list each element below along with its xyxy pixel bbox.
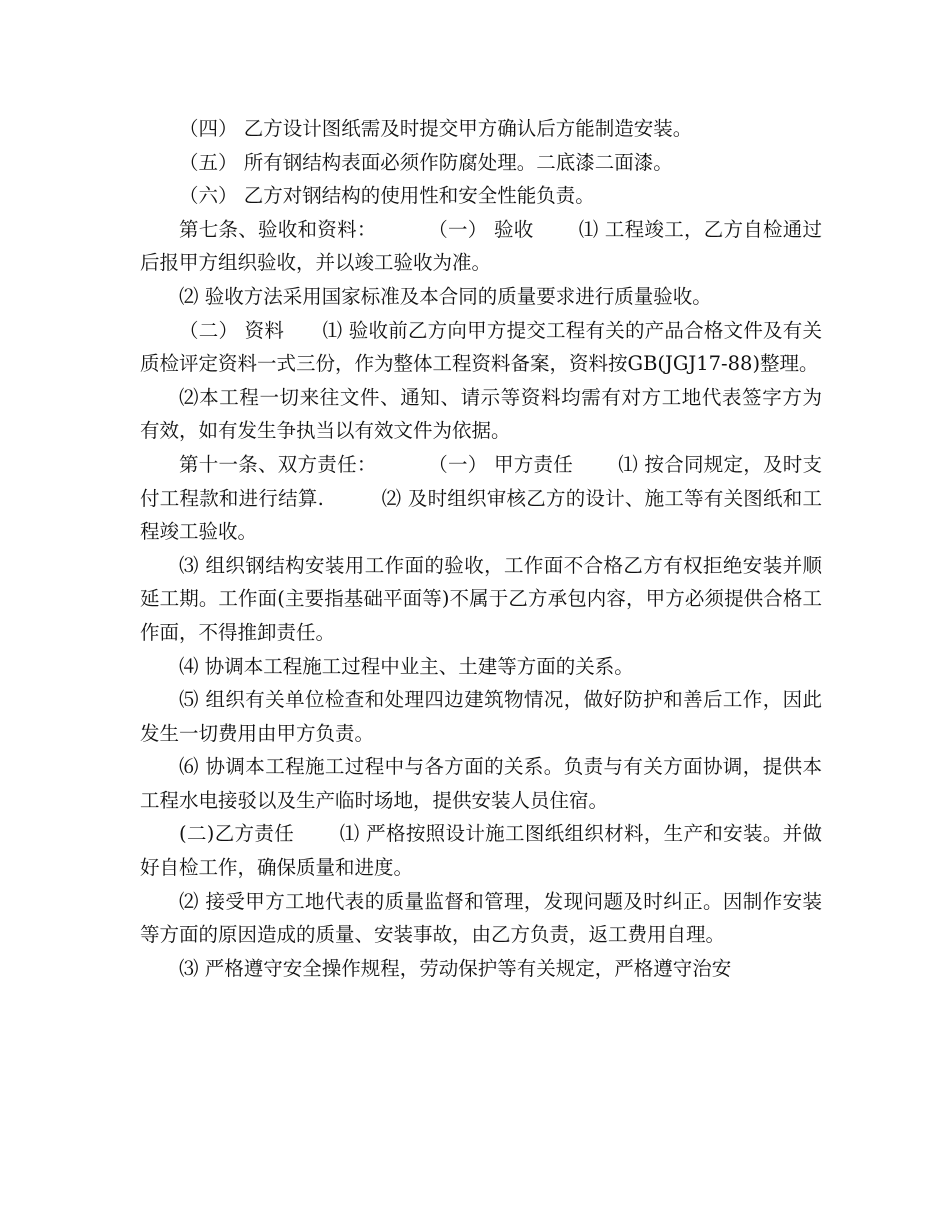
paragraph-article-11-responsibilities: 第十一条、双方责任： （一） 甲方责任 ⑴ 按合同规定，及时支付工程款和进行结算. ⑵ 及时组织审核乙方的设计、施工等有关图纸和工程竣工验收。 bbox=[140, 452, 822, 544]
paragraph-acceptance-method: ⑵ 验收方法采用国家标准及本合同的质量要求进行质量验收。 bbox=[179, 284, 712, 308]
paragraph-clause-6: （六） 乙方对钢结构的使用性和安全性能负责。 bbox=[179, 184, 595, 208]
paragraph-party-b-1: (二)乙方责任 ⑴ 严格按照设计施工图纸组织材料，生产和安装。并做好自检工作，确保质量和进度。 bbox=[140, 822, 822, 880]
document-body bbox=[140, 112, 822, 985]
paragraph-clause-4: （四） 乙方设计图纸需及时提交甲方确认后方能制造安装。 bbox=[179, 117, 693, 140]
paragraph-clause-5: （五） 所有钢结构表面必须作防腐处理。二底漆二面漆。 bbox=[179, 150, 673, 174]
paragraph-party-a-6: ⑹ 协调本工程施工过程中与各方面的关系。负责与有关方面协调，提供本工程水电接驳以及生产临时场地，提供安装人员住宿。 bbox=[140, 755, 822, 812]
paragraph-materials-1: （二） 资料 ⑴ 验收前乙方向甲方提交工程有关的产品合格文件及有关质检评定资料一式三份，作为整体工程资料备案，资料按GB(JGJ17-88)整理。 bbox=[140, 318, 822, 376]
paragraph-article-7-acceptance: 第七条、验收和资料： （一） 验收 ⑴ 工程竣工，乙方自检通过后报甲方组织验收，并以竣工验收为准。 bbox=[140, 217, 822, 275]
paragraph-party-a-3: ⑶ 组织钢结构安装用工作面的验收，工作面不合格乙方有权拒绝安装并顺延工期。工作面(主要指基础平面等)不属于乙方承包内容，甲方必须提供合格工作面，不得推卸责任。 bbox=[140, 553, 822, 644]
paragraph-party-b-2: ⑵ 接受甲方工地代表的质量监督和管理，发现问题及时纠正。因制作安装等方面的原因造成的质量、安装事故，由乙方负责，返工费用自理。 bbox=[140, 889, 822, 947]
paragraph-party-b-3: ⑶ 严格遵守安全操作规程，劳动保护等有关规定，严格遵守治安 bbox=[179, 956, 732, 980]
paragraph-materials-2: ⑵本工程一切来往文件、通知、请示等资料均需有对方工地代表签字方为有效，如有发生争执当以有效文件为依据。 bbox=[140, 385, 822, 443]
paragraph-party-a-5: ⑸ 组织有关单位检查和处理四边建筑物情况，做好防护和善后工作，因此发生一切费用由甲方负责。 bbox=[140, 688, 822, 745]
paragraph-party-a-4: ⑷ 协调本工程施工过程中业主、土建等方面的关系。 bbox=[179, 654, 634, 678]
